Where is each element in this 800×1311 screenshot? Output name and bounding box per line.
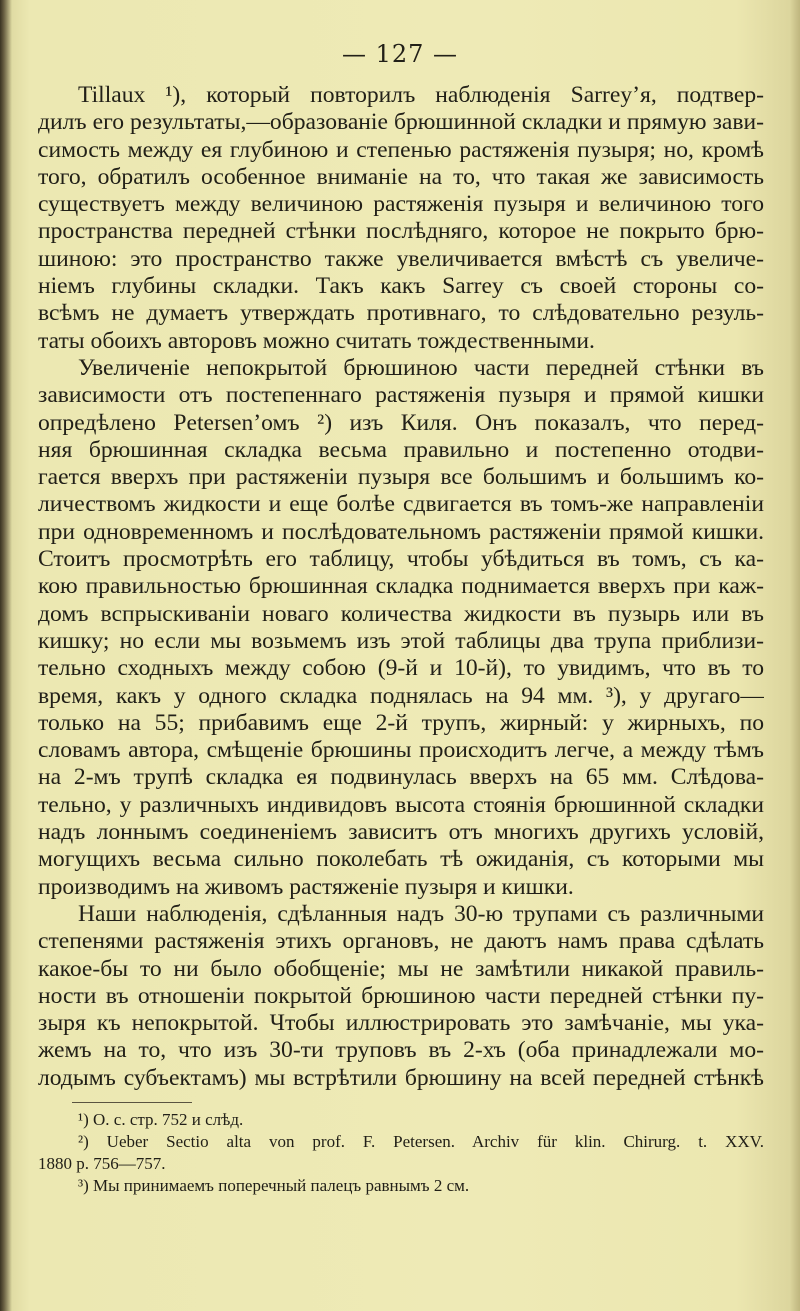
- text-line: личествомъ жидкости и еще болѣе сдвигается въ томъ-же направленіи: [38, 491, 764, 518]
- text-line: зыря къ непокрытой. Чтобы иллюстрировать это замѣчаніе, мы ука-: [38, 1010, 764, 1037]
- text-line: всѣмъ не думаетъ утверждать противнаго, то слѣдовательно резуль-: [38, 300, 764, 327]
- text-line: время, какъ у одного складка поднялась на 94 мм. ³), у другаго—: [38, 682, 764, 709]
- text-line: тельно сходныхъ между собою (9-й и 10-й), то увидимъ, что въ то: [38, 655, 764, 682]
- text-line: словамъ автора, смѣщеніе брюшины происходитъ легче, а между тѣмъ: [38, 737, 764, 764]
- text-line: домъ вспрыскиваніи новаго количества жидкости въ пузырь или въ: [38, 600, 764, 627]
- footnote-rule: [72, 1102, 192, 1103]
- text-line: какое-бы то ни было обобщеніе; мы не замѣтили никакой правиль-: [38, 955, 764, 982]
- body-text: [38, 82, 764, 1092]
- text-line: кишку; но если мы возьмемъ изъ этой таблицы два трупа приблизи-: [38, 627, 764, 654]
- text-line: гается вверхъ при растяженіи пузыря все большимъ и большимъ ко-: [38, 464, 764, 491]
- text-line: надъ лоннымъ соединеніемъ зависитъ отъ многихъ другихъ условій,: [38, 819, 764, 846]
- text-line: Наши наблюденія, сдѣланныя надъ 30-ю трупами съ различными: [78, 900, 764, 927]
- text-line: существуетъ между величиною растяженія пузыря и величиною того: [38, 191, 764, 218]
- text-line: пространства передней стѣнки послѣдняго, которое не покрыто брю-: [38, 218, 764, 245]
- text-line: зависимости отъ постепеннаго растяженія пузыря и прямой кишки: [38, 382, 764, 409]
- text-line: кою правильностью брюшинная складка поднимается вверхъ при каж-: [38, 573, 764, 600]
- text-line: того, обратилъ особенное вниманіе на то, что такая же зависимость: [38, 163, 764, 190]
- text-line: только на 55; прибавимъ еще 2-й трупъ, жирный: у жирныхъ, по: [38, 709, 764, 736]
- text-line: степенями растяженія этихъ органовъ, не даютъ намъ права сдѣлать: [38, 928, 764, 955]
- page-number: — 127 —: [341, 40, 459, 68]
- footnote: ²) Ueber Sectio alta von prof. F. Petersen. Archiv für klin. Chirurg. t. XXV.: [78, 1132, 764, 1151]
- text-line: дилъ его результаты,—образованіе брюшинной складки и прямую зави-: [38, 109, 764, 136]
- footnote: ³) Мы принимаемъ поперечный палецъ равнымъ 2 см.: [78, 1176, 470, 1195]
- page-edge: [790, 0, 800, 1311]
- text-line: ности въ отношеніи покрытой брюшиною части передней стѣнки пу-: [38, 982, 764, 1009]
- text-line: опредѣлено Petersen’омъ ²) изъ Киля. Онъ показалъ, что перед-: [38, 409, 764, 436]
- text-line: Увеличеніе непокрытой брюшиною части передней стѣнки въ: [78, 354, 764, 381]
- text-line: ніемъ глубины складки. Такъ какъ Sarrey съ своей стороны со-: [38, 273, 764, 300]
- text-line: лодымъ субъектамъ) мы встрѣтили брюшину на всей передней стѣнкѣ: [38, 1064, 764, 1091]
- text-line: при одновременномъ и послѣдовательномъ растяженіи прямой кишки.: [38, 518, 764, 545]
- text-line: таты обоихъ авторовъ можно считать тождественными.: [38, 327, 595, 354]
- text-line: Стоитъ просмотрѣть его таблицу, чтобы убѣдиться въ томъ, съ ка-: [38, 546, 764, 573]
- text-line: тельно, у различныхъ индивидовъ высота стоянія брюшинной складки: [38, 791, 764, 818]
- text-line: Tillaux ¹), который повторилъ наблюденія Sarrey’я, подтвер-: [78, 82, 764, 108]
- footnote-continuation: 1880 p. 756—757.: [38, 1154, 166, 1173]
- text-line: шиною: это пространство также увеличивается вмѣстѣ съ увеличе-: [38, 245, 764, 272]
- footnotes: [38, 1109, 764, 1197]
- text-line: жемъ на то, что изъ 30-ти труповъ въ 2-хъ (оба принадлежали мо-: [38, 1037, 764, 1064]
- text-line: могущихъ весьма сильно поколебать тѣ ожиданія, съ которыми мы: [38, 846, 764, 873]
- text-line: симость между ея глубиною и степенью растяженія пузыря; но, кромѣ: [38, 136, 764, 163]
- footnote: ¹) O. c. стр. 752 и слѣд.: [78, 1110, 244, 1129]
- text-line: на 2-мъ трупѣ складка ея подвинулась вверхъ на 65 мм. Слѣдова-: [38, 764, 764, 791]
- binding-shadow: [0, 0, 12, 1311]
- text-line: производимъ на живомъ растяженіе пузыря и кишки.: [38, 873, 574, 900]
- text-line: няя брюшинная складка весьма правильно и постепенно отодви-: [38, 436, 764, 463]
